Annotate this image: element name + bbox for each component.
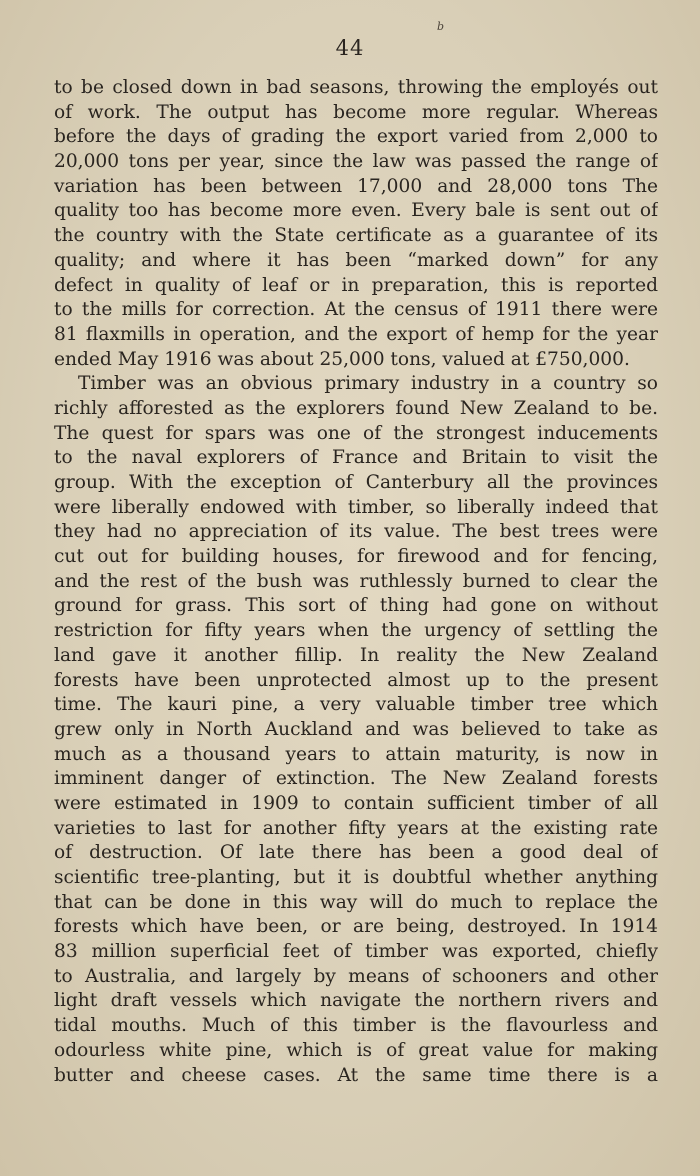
text-line: richly afforested as the explorers found New Zealand to be. <box>54 397 658 419</box>
body-text <box>54 76 658 1088</box>
text-line: were estimated in 1909 to contain sufficient timber of all <box>54 792 658 814</box>
paragraph-timber <box>54 372 658 1088</box>
text-line: tidal mouths. Much of this timber is the flavourless and <box>54 1015 658 1037</box>
text-line: of destruction. Of late there has been a good deal of <box>54 842 658 864</box>
text-line: imminent danger of extinction. The New Zealand forests <box>54 768 658 790</box>
text-line: quality too has become more even. Every bale is sent out of <box>54 200 658 222</box>
text-line: land gave it another fillip. In reality the New Zealand <box>54 644 658 666</box>
text-line: 83 million superficial feet of timber was exported, chiefly <box>54 941 658 963</box>
printer-mark: b <box>437 20 445 33</box>
text-line: to be closed down in bad seasons, throwing the employés out <box>54 77 658 98</box>
text-line: butter and cheese cases. At the same time there is a <box>54 1064 658 1086</box>
text-line: were liberally endowed with timber, so liberally indeed that <box>54 496 658 518</box>
text-line: to the naval explorers of France and Britain to visit the <box>54 447 658 469</box>
page-number: 44 <box>335 36 365 60</box>
text-line: The quest for spars was one of the strongest inducements <box>54 422 658 444</box>
text-line: scientific tree-planting, but it is doubtful whether anything <box>54 867 658 888</box>
text-line: time. The kauri pine, a very valuable timber tree which <box>54 694 658 716</box>
text-line: group. With the exception of Canterbury all the provinces <box>54 472 658 493</box>
text-line: odourless white pine, which is of great value for making <box>54 1039 658 1061</box>
text-line: 20,000 tons per year, since the law was passed the range of <box>54 151 658 173</box>
text-line: the country with the State certificate as a guarantee of its <box>54 225 658 247</box>
text-line: 81 flaxmills in operation, and the export of hemp for the year <box>54 323 658 345</box>
text-line: grew only in North Auckland and was believed to take as <box>54 718 658 740</box>
text-line: Timber was an obvious primary industry in a country so <box>78 373 658 395</box>
text-line: they had no appreciation of its value. The best trees were <box>54 521 658 543</box>
text-line: ended May 1916 was about 25,000 tons, valued at £750,000. <box>54 348 630 370</box>
text-line: much as a thousand years to attain maturity, is now in <box>54 743 658 765</box>
text-line: ground for grass. This sort of thing had gone on without <box>54 595 658 617</box>
text-line: and the rest of the bush was ruthlessly burned to clear the <box>54 570 658 592</box>
text-line: of work. The output has become more regular. Whereas <box>54 101 658 123</box>
text-line: varieties to last for another fifty years at the existing rate <box>54 817 658 839</box>
text-line: quality; and where it has been “marked down” for any <box>54 249 658 271</box>
text-line: defect in quality of leaf or in preparation, this is reported <box>54 274 658 296</box>
text-line: forests have been unprotected almost up to the present <box>54 669 658 691</box>
text-line: restriction for fifty years when the urgency of settling the <box>54 620 658 642</box>
text-line: variation has been between 17,000 and 28,000 tons The <box>54 175 658 197</box>
text-line: to Australia, and largely by means of schooners and other <box>54 965 658 987</box>
text-line: forests which have been, or are being, destroyed. In 1914 <box>54 916 658 938</box>
text-line: light draft vessels which navigate the northern rivers and <box>54 990 658 1012</box>
text-line: to the mills for correction. At the census of 1911 there were <box>54 299 658 321</box>
paragraph-flax <box>54 76 658 372</box>
text-line: cut out for building houses, for firewood and for fencing, <box>54 546 658 568</box>
text-line: that can be done in this way will do much to replace the <box>54 891 658 913</box>
text-line: before the days of grading the export varied from 2,000 to <box>54 126 658 148</box>
